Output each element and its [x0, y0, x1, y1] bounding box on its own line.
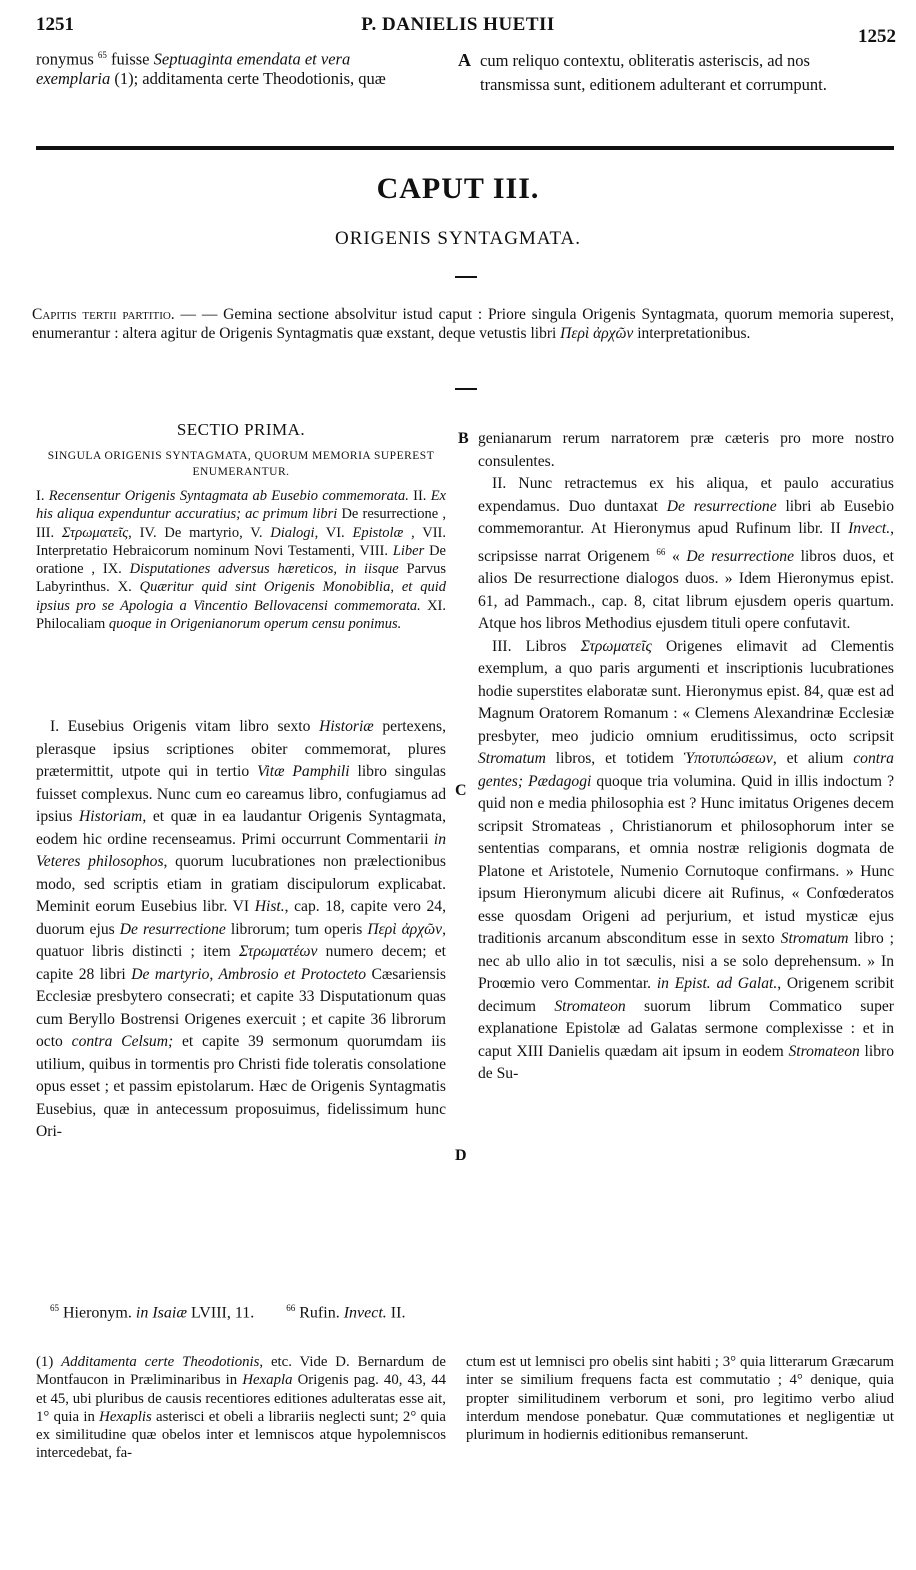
top-left-line-2: exemplaria (1); additamenta certe Theodotionis, quæ	[36, 69, 386, 88]
chapter-subtitle: ORIGENIS SYNTAGMATA.	[334, 228, 581, 249]
section-subtitle: SINGULA ORIGENIS SYNTAGMATA, QUORUM MEMORIA SUPEREST ENUMERANTUR.	[47, 450, 435, 478]
separator-dash	[455, 388, 477, 390]
footnote-left: (1) Additamenta certe Theodotionis, etc. Vide D. Bernardum de Montfaucon in Præliminaribus in Hexapla Origenis pag. 40, 43, 44 et 45, ubi pluribus de causis recentiores editiones adulteratas esse ait, 1° quia in Hexaplis asterisci et obeli a librariis neglecti sunt; 2° quia ex similitudine quæ obelos inter et lemniscos atque hypolemniscos intercedebat, fa-	[36, 1354, 446, 1462]
top-right-line-1: cum reliquo contextu, obliteratis asteriscis, ad nos	[480, 51, 810, 70]
separator-dash	[455, 276, 477, 278]
horizontal-rule	[36, 146, 894, 150]
margin-letter-a: A	[458, 50, 471, 70]
chapter-title: CAPUT III.	[376, 172, 540, 205]
section-summary: I. Recensentur Origenis Syntagmata ab Eusebio commemorata. II. Ex his aliqua expenduntur accuratius; ac primum libri De resurrectione , III. Στρωματεῖς, IV. De martyrio, V. Dialogi, VI. Epistolæ , VII. Interpretatio Hebraicorum nominum Novi Testamenti, VIII. Liber De oratione , IX. Disputationes adversus hæreticos, in iisque Parvus Labyrinthus. X. Quæritur quid sint Origenis Monobiblia, et quid ipsius pro se Apologia a Vincentio Bellovacensi commemorata. XI. Philocaliam quoque in Origenianorum operum censu ponimus.	[36, 488, 447, 633]
top-right-line-2: transmissa sunt, editionem adulterant et corrumpunt.	[480, 75, 827, 94]
top-left-line-1: ronymus $^{65}$ fuisse Septuaginta emendata et vera	[36, 49, 351, 69]
page-number-right: 1252	[858, 26, 896, 47]
section-title: SECTIO PRIMA.	[176, 420, 306, 439]
footnote-right: ctum est ut lemnisci pro obelis sint habiti ; 3° quia litterarum Græcarum inter se similium frequens facta est commutatio ; 4° denique, quia propter similitudinem verborum et soni, pro legitimo verbo aliud interdum mendose ponebatur. Quæ commutationes et negligentiæ ut plurimum in hodiernis editionibus remanserunt.	[466, 1354, 894, 1444]
left-column-paragraph: I. Eusebius Origenis vitam libro sexto Historiæ pertexens, plerasque ipsius scriptiones obiter commemorat, plures prætermittit, utpote qui in tertio Vitæ Pamphili libro singulas fuisset complexus. Nunc cum eo careamus libro, confugiamus ad ipsius Historiam, et quæ in ea laudantur Origenis Syntagmata, eodem hic ordine recenseamus. Primi occurrunt Commentarii in Veteres philosophos, quorum lucubrationes non prælectionibus modo, sed scriptis etiam in gratiam discipulorum explicabat. Meminit eorum Eusebius libr. VI Hist., cap. 18, capite vero 24, duorum ejus De resurrectione librorum; tum operis Περὶ ἀρχῶν, quatuor libris distincti ; item Στρωματέων numero decem; et capite 28 libri De martyrio, Ambrosio et Protocteto Cæsariensis Ecclesiæ presbytero consecrati; et capite 33 Disputationum quas cum Beryllo Bostrensi Origenes exercuit ; et capite 36 librorum octo contra Celsum; et capite 39 sermonum quorumdam iis utilium, quibus in tormentis pro Christi fide toleratis consolatione opus esset ; et passim epistolarum. Hæc de Origenis Syntagmatis Eusebius, quæ in antecessum proposuimus, fidelissimum hunc Ori-	[36, 718, 447, 1140]
running-title: P. DANIELIS HUETII	[361, 14, 555, 35]
right-column-text: genianarum rerum narratorem præ cæteris pro more nostro consulentes. II. Nunc retractemus ex his aliqua, et paulo accuratius expendamus. Duo duntaxat De resurrectione libri ab Eusebio commemorantur. At Hieronymus apud Rufinum libr. II Invect., scripsisse narrat Origenem $^{66}$ « De resurrectione libros duos, et alios De resurrectione dialogos duos. » Idem Hieronymus epist. 61, ad Pammach., cap. 8, citat librum ejusdem operis quartum. Atque hos libros Methodius ejusdem tituli opere confutavit. III. Libros Στρωματεῖς Origenes elimavit ad Clementis exemplum, a quo paris argumenti et inscriptionis lucubrationes hodie superstites elaboratæ sunt. Hieronymus epist. 84, quæ est ad Magnum Oratorem Romanum : « Clemens Alexandrinæ Ecclesiæ presbyter, meo judicio omnium eruditissimus, octo scripsit Stromatum libros, et totidem Ὑποτυπώσεων, et alium contra gentes; Pædagogi quoque tria volumina. Quid in illis indoctum ? quid non e media philosophia est ? Hunc imitatus Origenes decem scripsit Stromateas , Christianorum et philosophorum inter se sententias comparans, et omnia nostræ religionis dogmata de Platone et Aristotele, Numenio Cornutoque confirmans. » Hunc ipsum Hieronymum alicubi dicere ait Rufinus, « Confœderatos esse quosdam Origeni ad perjurium, et istud mysticæ ejus traditionis arcanum absconditum esse in sexto Stromatum libro ; nec ab ullo alio in tot sæculis, nisi a se solo deprehensum. » In Proœmio vero Commentar. in Epist. ad Galat., Origenem scribit decimum Stromateon suorum librum Commatico super explanatione Epistolæ ad Galatas sermone complexisse : et in caput XIII Danielis quædam ait ipsum in eodem Stromateon libro de Su-	[478, 430, 895, 1083]
margin-letter-c: C	[455, 782, 467, 799]
margin-letter-d: D	[455, 1147, 467, 1164]
margin-letter-b: B	[458, 430, 469, 447]
chapter-partitio: Capitis tertii partitio. — — Gemina sectione absolvitur istud caput : Priore singula Origenis Syntagmata, quorum memoria superest, enumerantur : altera agitur de Origenis Syntagmatis quæ exstant, deque vetustis libri Περὶ ἀρχῶν interpretationibus.	[32, 306, 894, 342]
author-notes: $^{65}$ Hieronym. in Isaiæ LVIII, 11. $^{66}$ Rufin. Invect. II.	[50, 1303, 406, 1322]
page-number-left: 1251	[36, 14, 74, 35]
